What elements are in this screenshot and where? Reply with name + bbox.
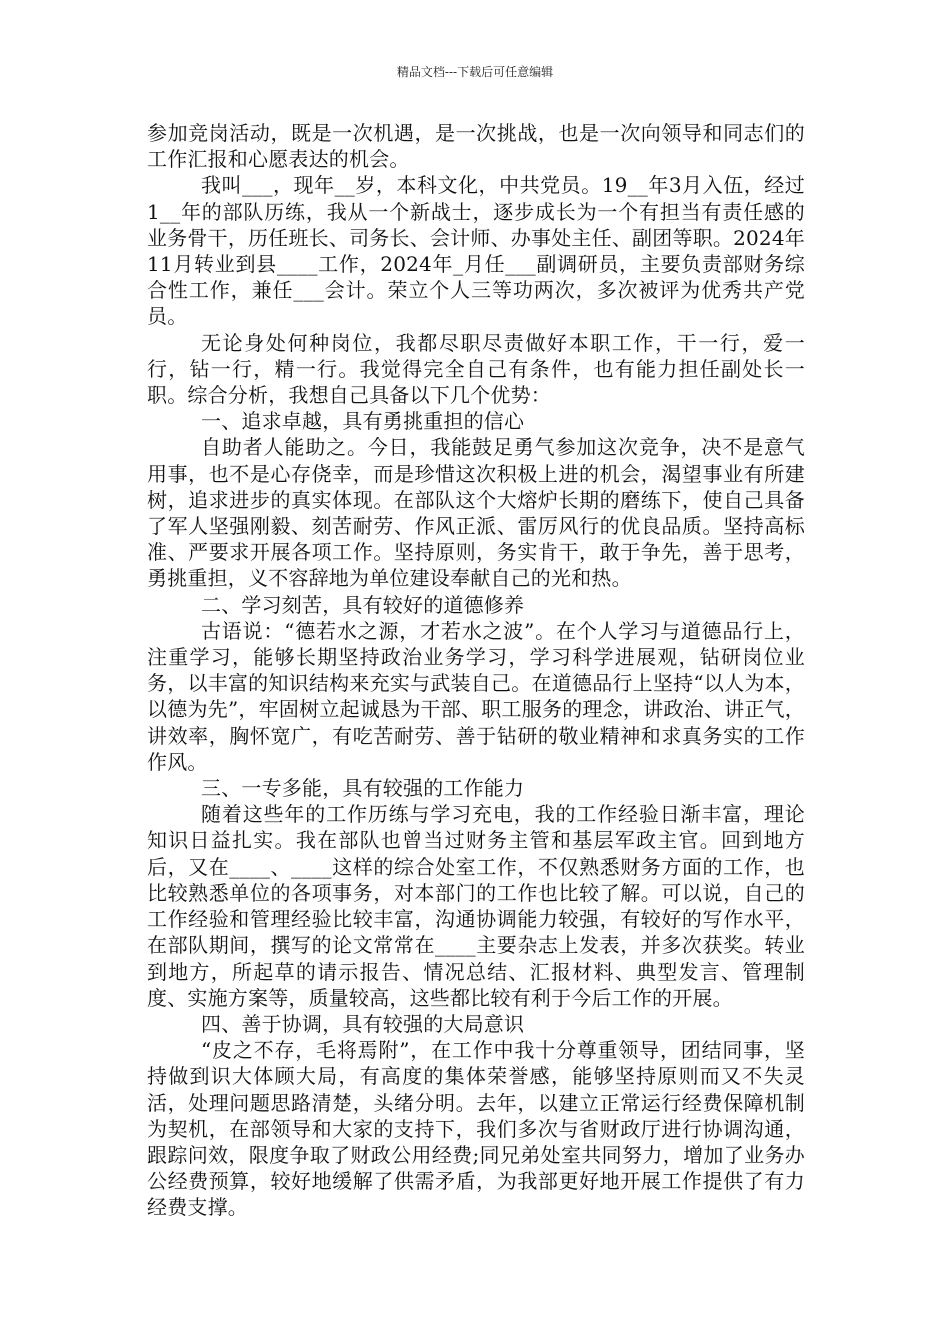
page-header: 精品文档---下载后可任意编辑 xyxy=(396,65,554,79)
section-heading-2: 二、学习刻苦，具有较好的道德修养 xyxy=(201,592,525,617)
section-heading-3: 三、一专多能，具有较强的工作能力 xyxy=(201,776,525,801)
document-body xyxy=(147,120,805,1221)
section-body-1: 自助者人能助之。今日，我能鼓足勇气参加这次竞争，决不是意气用事，也不是心存侥幸，而是珍惜这次积极上进的机会，渴望事业有所建树，追求进步的真实体现。在部队这个大熔炉长期的磨练下，使自己具备了军人坚强刚毅、刻苦耐劳、作风正派、雷厉风行的优良品质。坚持高标准、严要求开展各项工作。坚持原则，务实肯干，敢于争先，善于思考，勇挑重担，义不容辞地为单位建设奉献自己的光和热。 xyxy=(147,435,805,591)
section-body-2: 古语说：“德若水之源，才若水之波”。在个人学习与道德品行上，注重学习，能够长期坚持政治业务学习，学习科学进展观，钻研岗位业务，以丰富的知识结构来充实与武装自己。在道德品行上坚持“以人为本，以德为先”，牢固树立起诚恳为干部、职工服务的理念，讲政治、讲正气，讲效率，胸怀宽广，有吃苦耐劳、善于钻研的敬业精神和求真务实的工作作风。 xyxy=(147,618,805,774)
section-body-4: “皮之不存，毛将焉附”，在工作中我十分尊重领导，团结同事，坚持做到识大体顾大局，有高度的集体荣誉感，能够坚持原则而又不失灵活，处理问题思路清楚，头绪分明。去年，以建立正常运行经费保障机制为契机，在部领导和大家的支持下，我们多次与省财政厅进行协调沟通，跟踪问效，限度争取了财政公用经费;同兄弟处室共同努力，增加了业务办公经费预算，较好地缓解了供需矛盾，为我部更好地开展工作提供了有力经费支撑。 xyxy=(147,1038,805,1220)
intro-paragraph: 参加竞岗活动，既是一次机遇，是一次挑战，也是一次向领导和同志们的工作汇报和心愿表达的机会。 xyxy=(147,121,805,172)
qualification-paragraph: 无论身处何种岗位，我都尽职尽责做好本职工作，干一行，爱一行，钻一行，精一行。我觉得完全自己有条件，也有能力担任副处长一职。综合分析，我想自己具备以下几个优势： xyxy=(147,330,805,408)
section-body-3: 随着这些年的工作历练与学习充电，我的工作经验日渐丰富，理论知识日益扎实。我在部队也曾当过财务主管和基层军政主官。回到地方后，又在____、____这样的综合处室工作，不仅熟悉财务方面的工作，也比较熟悉单位的各项事务，对本部门的工作也比较了解。可以说，自己的工作经验和管理经验比较丰富，沟通协调能力较强，有较好的写作水平，在部队期间，撰写的论文常常在____主要杂志上发表，并多次获奖。转业到地方，所起草的请示报告、情况总结、汇报材料、典型发言、管理制度、实施方案等，质量较高，这些都比较有利于今后工作的开展。 xyxy=(147,802,805,1010)
self-introduction-paragraph: 我叫___，现年__岁，本科文化，中共党员。19__年3月入伍，经过1__年的部队历练，我从一个新战士，逐步成长为一个有担当有责任感的业务骨干，历任班长、司务长、会计师、办事处主任、副团等职。2024年11月转业到县____工作，2024年_月任___副调研员，主要负责部财务综合性工作，兼任___会计。荣立个人三等功两次，多次被评为优秀共产党员。 xyxy=(147,173,805,329)
section-heading-1: 一、追求卓越，具有勇挑重担的信心 xyxy=(201,409,525,434)
section-heading-4: 四、善于协调，具有较强的大局意识 xyxy=(201,1011,525,1036)
